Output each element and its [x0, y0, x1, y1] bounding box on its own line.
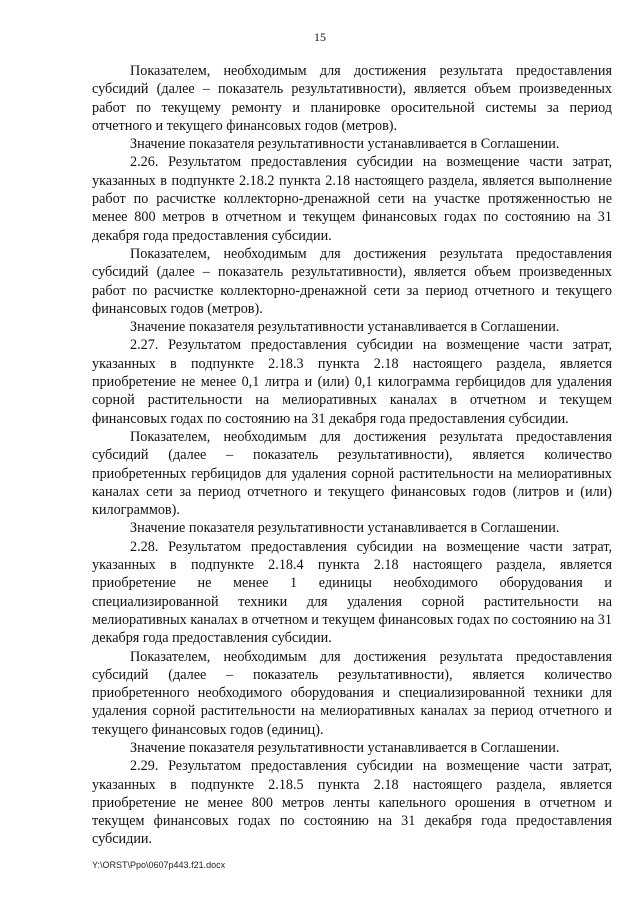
paragraph-indicator-drainage: Показателем, необходимым для достижения результата предоставления субсидий (далее – показатель результативности), является объем произведенных работ по расчистке коллекторно-дренажной сети за период отчетного и текущего финансовых годов (метров).: [92, 245, 612, 317]
file-path-footer: Y:\ORST\Ppo\0607p443.f21.docx: [92, 860, 226, 870]
paragraph-2-27: 2.27. Результатом предоставления субсидии на возмещение части затрат, указанных в подпункте 2.18.3 пункта 2.18 настоящего раздела, является приобретение не менее 0,1 литра и (или) 0,1 килограмма гербицидов для удаления сорной растительности на мелиоративных каналах в отчетном и текущем финансовых годах по состоянию на 31 декабря года предоставления субсидии.: [92, 337, 612, 427]
paragraph-agreement-note: Значение показателя результативности устанавливается в Соглашении.: [130, 136, 560, 153]
paragraph-2-28: 2.28. Результатом предоставления субсидии на возмещение части затрат, указанных в подпункте 2.18.4 пункта 2.18 настоящего раздела, является приобретение не менее 1 единицы необходимого оборудования и специализированной техники для удаления сорной растительности на мелиоративных каналах в отчетном и текущем финансовых годах по состоянию на 31 декабря года предоставления субсидии.: [92, 538, 612, 647]
paragraph-2-29: 2.29. Результатом предоставления субсидии на возмещение части затрат, указанных в подпункте 2.18.5 пункта 2.18 настоящего раздела, является приобретение не менее 800 метров ленты капельного орошения в отчетном и текущем финансовых годах по состоянию на 31 декабря года предоставления субсидии.: [92, 758, 612, 848]
paragraph-indicator-equipment: Показателем, необходимым для достижения результата предоставления субсидий (далее – показатель результативности), является количество приобретенного необходимого оборудования и специализированной техники для удаления сорной растительности на мелиоративных каналах за период отчетного и текущего финансовых годов (единиц).: [92, 648, 612, 738]
paragraph-agreement-note: Значение показателя результативности устанавливается в Соглашении.: [130, 520, 560, 537]
paragraph-2-26: 2.26. Результатом предоставления субсидии на возмещение части затрат, указанных в подпункте 2.18.2 пункта 2.18 настоящего раздела, является выполнение работ по расчистке коллекторно-дренажной сети на участке протяженностью не менее 800 метров в отчетном и текущем финансовых годах по состоянию на 31 декабря года предоставления субсидии.: [92, 154, 612, 244]
paragraph-agreement-note: Значение показателя результативности устанавливается в Соглашении.: [130, 319, 560, 336]
document-body: [92, 62, 612, 849]
paragraph-indicator-repair: Показателем, необходимым для достижения результата предоставления субсидий (далее – показатель результативности), является объем произведенных работ по текущему ремонту и планировке оросительной системы за период отчетного и текущего финансовых годов (метров).: [92, 63, 612, 134]
paragraph-indicator-herbicides: Показателем, необходимым для достижения результата предоставления субсидий (далее – показатель результативности), является количество приобретенных гербицидов для удаления сорной растительности на мелиоративных каналах сети за период отчетного и текущего финансовых годов (литров и (или) килограммов).: [92, 428, 612, 519]
page-number: 15: [314, 30, 326, 44]
paragraph-agreement-note: Значение показателя результативности устанавливается в Соглашении.: [130, 739, 560, 756]
